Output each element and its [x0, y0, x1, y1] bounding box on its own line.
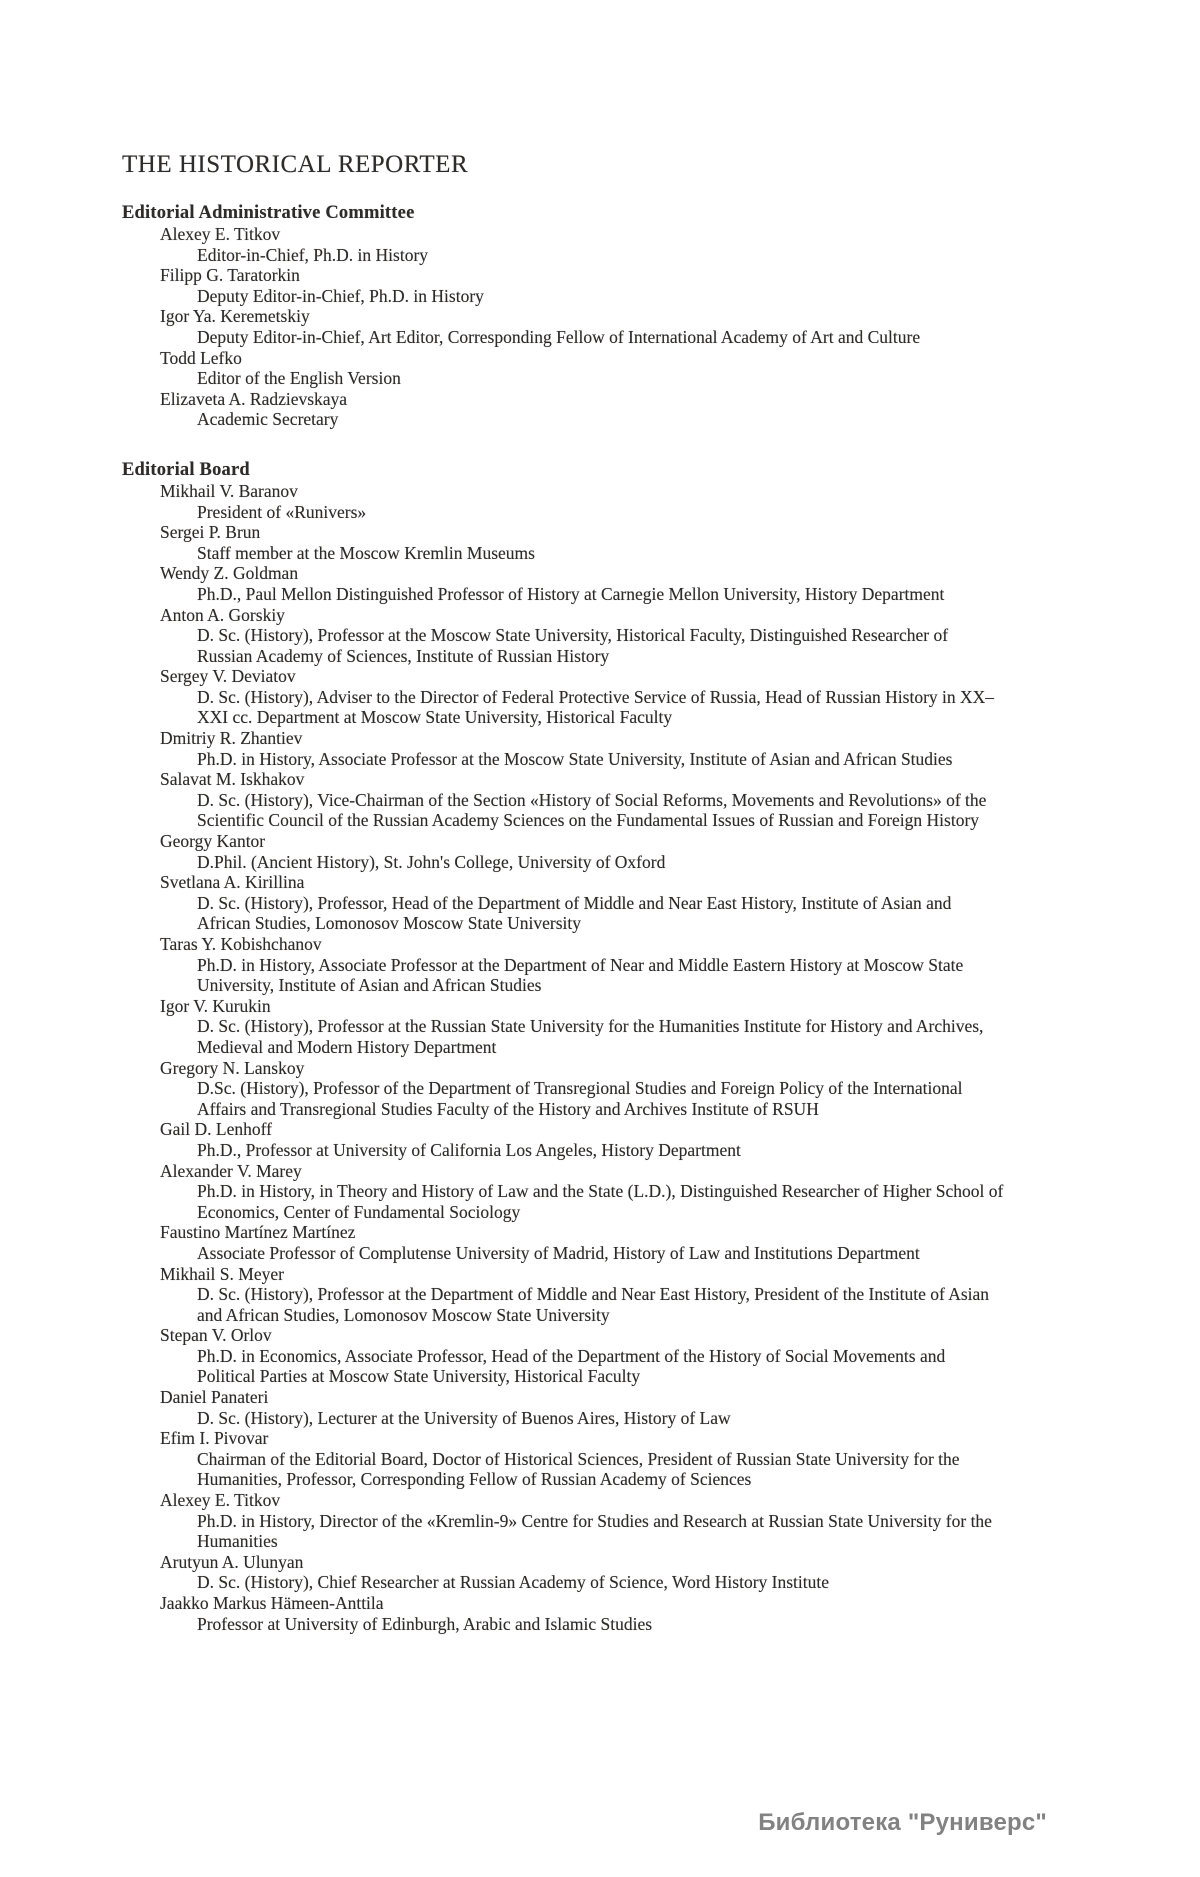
- member-role: D. Sc. (History), Lecturer at the University of Buenos Aires, History of Law: [197, 1407, 731, 1428]
- member-role: Ph.D., Professor at University of California Los Angeles, History Department: [197, 1139, 741, 1160]
- member-role: Associate Professor of Complutense University of Madrid, History of Law and Institutions Department: [197, 1242, 920, 1263]
- member-name: Alexey E. Titkov: [160, 1490, 281, 1511]
- member-entry: [122, 1058, 1112, 1120]
- member-entry: [122, 348, 1112, 389]
- member-entry: [122, 769, 1112, 831]
- member-role: Academic Secretary: [197, 409, 339, 430]
- member-role: Ph.D. in Economics, Associate Professor, Head of the Department of the History of Social Movements and Political Parties at Moscow State University, Historical Faculty: [197, 1345, 946, 1387]
- member-entry: [122, 481, 1112, 522]
- member-entry: [122, 389, 1112, 430]
- member-role: Editor of the English Version: [197, 368, 401, 389]
- editorial-section: [122, 203, 1112, 430]
- member-name: Faustino Martínez Martínez: [160, 1222, 356, 1243]
- member-name: Salavat M. Iskhakov: [160, 769, 305, 790]
- member-role: D. Sc. (History), Professor, Head of the Department of Middle and Near East History, Institute of Asian and African Studies, Lomonosov Moscow State University: [197, 892, 952, 934]
- member-name: Igor Ya. Keremetskiy: [160, 306, 310, 327]
- member-role: Deputy Editor-in-Chief, Ph.D. in History: [197, 285, 484, 306]
- member-role: D. Sc. (History), Adviser to the Director of Federal Protective Service of Russia, Head of Russian History in XX–XXI cc. Department at Moscow State University, Historical Faculty: [197, 686, 995, 728]
- member-name: Sergey V. Deviatov: [160, 666, 296, 687]
- member-role: Ph.D. in History, in Theory and History of Law and the State (L.D.), Distinguished Researcher of Higher School of Economics, Center of Fundamental Sociology: [197, 1181, 1004, 1222]
- member-entry: [122, 872, 1112, 934]
- member-role: Ph.D., Paul Mellon Distinguished Professor of History at Carnegie Mellon University, History Department: [197, 583, 945, 604]
- member-name: Mikhail S. Meyer: [160, 1263, 284, 1284]
- member-entry: [122, 1222, 1112, 1263]
- member-entry: [122, 666, 1112, 728]
- member-name: Dmitriy R. Zhantiev: [160, 728, 303, 749]
- member-name: Elizaveta A. Radzievskaya: [160, 388, 348, 409]
- member-role: D. Sc. (History), Professor at the Russian State University for the Humanities Institute for History and Archives, Medieval and Modern History Department: [197, 1016, 984, 1057]
- member-entry: [122, 1264, 1112, 1326]
- member-entry: [122, 1428, 1112, 1490]
- member-entry: [122, 1387, 1112, 1428]
- member-role: D.Phil. (Ancient History), St. John's College, University of Oxford: [197, 851, 666, 872]
- member-entry: [122, 224, 1112, 265]
- member-role: President of «Runivers»: [197, 501, 367, 522]
- member-name: Georgy Kantor: [160, 831, 266, 852]
- member-name: Wendy Z. Goldman: [160, 563, 299, 584]
- member-entry: [122, 728, 1112, 769]
- member-role: D.Sc. (History), Professor of the Department of Transregional Studies and Foreign Policy of the International Affairs and Transregional Studies Faculty of the History and Archives Institute of RSUH: [197, 1078, 963, 1119]
- member-name: Anton A. Gorskiy: [160, 604, 285, 625]
- member-entry: [122, 1325, 1112, 1387]
- member-role: Editor-in-Chief, Ph.D. in History: [197, 244, 429, 265]
- editorial-section: [122, 460, 1112, 1634]
- member-entry: [122, 934, 1112, 996]
- member-role: Professor at University of Edinburgh, Arabic and Islamic Studies: [197, 1613, 653, 1634]
- section-heading: Editorial Administrative Committee: [122, 203, 415, 223]
- member-role: D. Sc. (History), Chief Researcher at Russian Academy of Science, Word History Institute: [197, 1572, 830, 1593]
- section-heading: Editorial Board: [122, 459, 250, 480]
- member-name: Svetlana A. Kirillina: [160, 872, 305, 893]
- member-name: Sergei P. Brun: [160, 522, 261, 543]
- member-role: D. Sc. (History), Professor at the Department of Middle and Near East History, President of the Institute of Asian and African Studies, Lomonosov Moscow State University: [197, 1284, 990, 1325]
- member-name: Jaakko Markus Hämeen-Anttila: [160, 1593, 384, 1613]
- member-role: Ph.D. in History, Associate Professor at the Moscow State University, Institute of Asian and African Studies: [197, 748, 953, 769]
- member-name: Gregory N. Lanskoy: [160, 1057, 305, 1078]
- member-entry: [122, 265, 1112, 306]
- member-role: Staff member at the Moscow Kremlin Museums: [197, 542, 535, 563]
- runivers-watermark: Библиотека "Руниверс": [758, 1809, 1047, 1836]
- member-name: Gail D. Lenhoff: [160, 1119, 272, 1140]
- member-role: Ph.D. in History, Associate Professor at the Department of Near and Middle Eastern History at Moscow State University, Institute of Asian and African Studies: [197, 954, 964, 996]
- member-entry: [122, 605, 1112, 667]
- member-role: Chairman of the Editorial Board, Doctor of Historical Sciences, President of Russian State University for the Humanities, Professor, Corresponding Fellow of Russian Academy of Sciences: [197, 1448, 960, 1490]
- member-entry: [122, 563, 1112, 604]
- member-role: D. Sc. (History), Vice-Chairman of the Section «History of Social Reforms, Movements and Revolutions» of the Scientific Council of the Russian Academy Sciences on the Fundamental Issues of Russian and Foreign History: [197, 789, 987, 831]
- member-role: D. Sc. (History), Professor at the Moscow State University, Historical Faculty, Distinguished Researcher of Russian Academy of Sciences, Institute of Russian History: [197, 625, 949, 666]
- member-name: Stepan V. Orlov: [160, 1325, 272, 1346]
- member-entry: [122, 1552, 1112, 1593]
- page-content: [122, 150, 1112, 1634]
- member-name: Taras Y. Kobishchanov: [160, 934, 322, 954]
- member-entry: [122, 1593, 1112, 1634]
- member-entry: [122, 1119, 1112, 1160]
- sections: [122, 203, 1112, 1634]
- member-name: Filipp G. Taratorkin: [160, 265, 300, 286]
- member-name: Mikhail V. Baranov: [160, 480, 298, 501]
- member-name: Efim I. Pivovar: [160, 1428, 269, 1449]
- member-entry: [122, 522, 1112, 563]
- member-name: Alexander V. Marey: [160, 1160, 302, 1181]
- member-role: Deputy Editor-in-Chief, Art Editor, Corresponding Fellow of International Academy of Art and Culture: [197, 326, 921, 347]
- member-name: Alexey E. Titkov: [160, 224, 281, 244]
- member-name: Daniel Panateri: [160, 1387, 269, 1408]
- member-entry: [122, 1161, 1112, 1223]
- page-title: THE HISTORICAL REPORTER: [122, 151, 469, 178]
- member-entry: [122, 831, 1112, 872]
- member-entry: [122, 306, 1112, 347]
- member-entry: [122, 996, 1112, 1058]
- member-name: Todd Lefko: [160, 347, 242, 368]
- member-entry: [122, 1490, 1112, 1552]
- member-name: Igor V. Kurukin: [160, 995, 271, 1016]
- member-name: Arutyun A. Ulunyan: [160, 1551, 304, 1572]
- member-role: Ph.D. in History, Director of the «Kremlin-9» Centre for Studies and Research at Russian State University for the Humanities: [197, 1510, 992, 1552]
